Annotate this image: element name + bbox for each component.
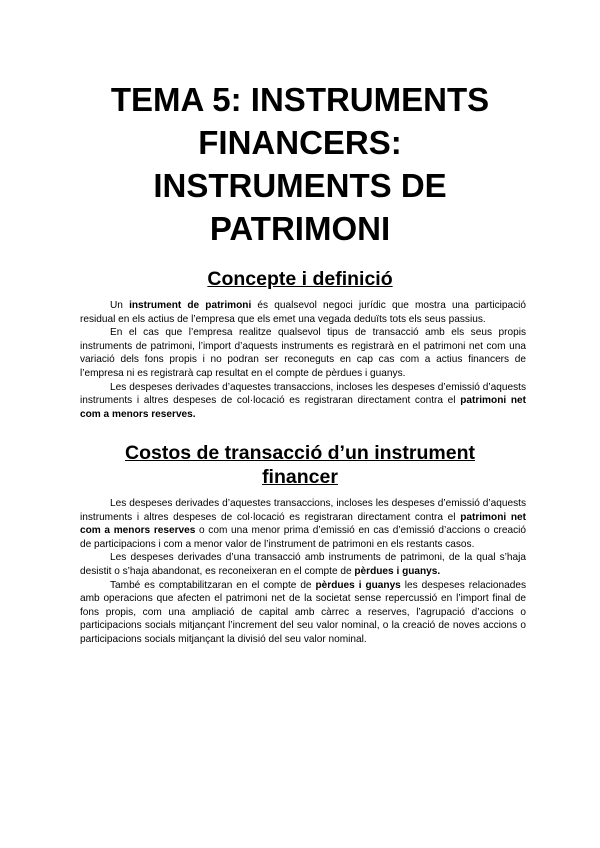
text-run: és qualsevol negoci jurídic que mostra una participació residual en els actius de l’empresa que els emet una vegada deduïts tots els seus passius. — [80, 300, 527, 325]
paragraph — [80, 299, 526, 326]
paragraph — [80, 497, 526, 551]
bold-term: pèrdues i guanys. — [354, 565, 441, 577]
text-run: o com una menor prima d’emissió en cas d’emissió d’accions o creació de participacions i com a menor valor de l’instrument de patrimoni en els restants casos. — [80, 525, 526, 550]
text-run: les despeses relacionades amb operacions que afecten el patrimoni net de la societat sense repercussió en l’import final de fons propis, com una ampliació de capital amb càrrec a reserves, l’agrupació d’accions o participacions socials mitjançant l’increment del seu valor nominal, o la creació de noves accions o participacions socials mitjançant la divisió del seu valor nominal. — [80, 579, 526, 645]
section-body-costos — [80, 497, 526, 647]
text-run: Les despeses derivades d’una transacció amb instruments de patrimoni, de la qual s’haja desistit o s’haja abandonat, es reconeixeran en el compte de — [80, 552, 526, 577]
bold-term: patrimoni net com a menors reserves — [80, 511, 526, 537]
section-heading-costos: Costos de transacció d’un instrument financer — [125, 442, 475, 488]
paragraph — [80, 579, 526, 647]
text-run: També es comptabilitzaran en el compte de — [110, 579, 316, 591]
title-line-4: PATRIMONI — [209, 210, 391, 247]
page-title — [60, 78, 540, 250]
text-run: Les despeses derivades d’aquestes transaccions, incloses les despeses d’emissió d’aquests instruments i altres despeses de col·locació es registraran directament contra el — [80, 381, 526, 407]
title-line-3: INSTRUMENTS DE — [153, 167, 447, 204]
text-run: Les despeses derivades d’aquestes transaccions, incloses les despeses d’emissió d’aquests instruments i altres despeses de col·locació es registraran directament contra el — [80, 498, 526, 523]
title-line-1: TEMA 5: INSTRUMENTS — [110, 81, 490, 118]
section-heading-concepte: Concepte i definició — [207, 268, 393, 290]
bold-term: instrument de patrimoni — [129, 300, 252, 311]
paragraph — [80, 551, 526, 578]
text-run: Un — [110, 300, 130, 311]
bold-term: pèrdues i guanys — [315, 579, 401, 591]
section-body-concepte — [80, 299, 526, 421]
title-line-2: FINANCERS: — [198, 124, 402, 161]
paragraph: En el cas que l’empresa realitze qualsevol tipus de transacció amb els seus propis instruments de patrimoni, l’import d’aquests instruments es registrarà en el patrimoni net com una variació dels fons propis i no podran ser reconeguts en cap cas com a actius financers de l’empresa ni es registrarà cap resultat en el compte de pèrdues i guanys. — [80, 327, 526, 379]
paragraph — [80, 381, 526, 422]
bold-term: patrimoni net com a menors reserves. — [80, 395, 526, 420]
